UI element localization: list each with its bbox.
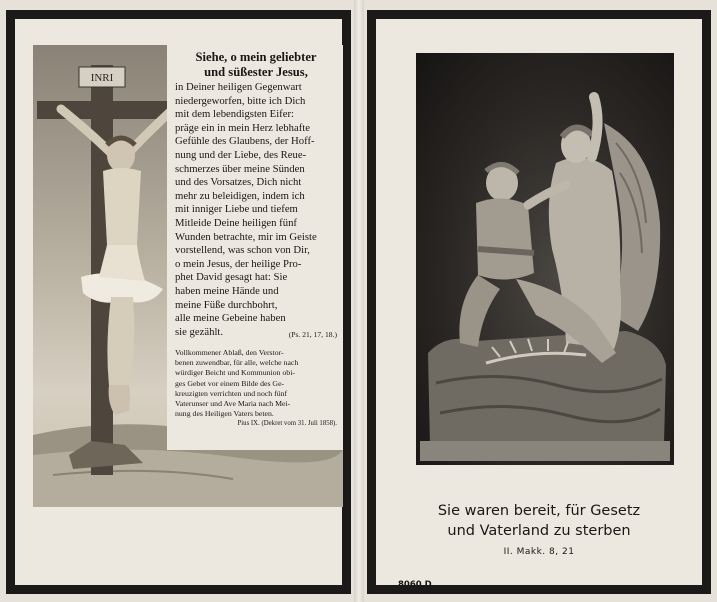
decree-citation: Pius IX. (Dekret vom 31. Juli 1858). bbox=[237, 419, 337, 427]
prayer-line: niedergeworfen, bitte ich Dich bbox=[175, 94, 306, 107]
prayer-title-line: und süßester Jesus, bbox=[204, 65, 308, 79]
prayer-line: sie gezählt. bbox=[175, 325, 224, 338]
angel-soldier-statue-photo bbox=[416, 53, 674, 465]
prayer-body bbox=[175, 81, 337, 339]
prayer-line: Wunden betrachte, mir im Geiste bbox=[175, 230, 317, 243]
prayer-line: alle meine Gebeine haben bbox=[175, 312, 286, 325]
indulgence-note bbox=[175, 348, 337, 419]
right-card bbox=[367, 10, 711, 594]
prayer-line: und des Vorsatzes, Dich nicht bbox=[175, 176, 302, 189]
print-code: 8060 D bbox=[398, 580, 432, 590]
indulgence-line: ges Gebet vor einem Bilde des Ge- bbox=[175, 378, 285, 388]
inri-sign: INRI bbox=[90, 72, 114, 84]
memorial-verse bbox=[376, 501, 702, 541]
prayer-line: o mein Jesus, der heilige Pro- bbox=[175, 257, 302, 270]
verse-line: und Vaterland zu sterben bbox=[447, 523, 631, 539]
verse-reference: II. Makk. 8, 21 bbox=[503, 547, 575, 557]
prayer-line: mit inniger Liebe und tiefem bbox=[175, 203, 298, 216]
prayer-line: in Deiner heiligen Gegenwart bbox=[175, 81, 302, 93]
prayer-line: präge ein in mein Herz lebhafte bbox=[175, 121, 311, 134]
indulgence-line: würdiger Beicht und Kommunion obi- bbox=[175, 368, 295, 378]
prayer-text-panel bbox=[167, 45, 343, 450]
prayer-line: mit dem lebendigsten Eifer: bbox=[175, 108, 295, 121]
indulgence-line: benen zuwendbar, für alle, welche nach bbox=[175, 358, 299, 368]
prayer-line: phet David gesagt hat: Sie bbox=[175, 271, 288, 284]
verse-line: Sie waren bereit, für Gesetz bbox=[437, 503, 641, 519]
card-fold bbox=[354, 0, 364, 602]
prayer-line: Gefühle des Glaubens, der Hoff- bbox=[175, 135, 315, 148]
prayer-line: Mitleide Deine heiligen fünf bbox=[175, 216, 297, 229]
prayer-line: haben meine Hände und bbox=[175, 284, 279, 297]
indulgence-line: Vollkommener Ablaß, den Verstor- bbox=[175, 348, 284, 358]
prayer-line: schmerzes über meine Sünden bbox=[175, 162, 305, 175]
statue-illustration bbox=[416, 53, 674, 465]
prayer-line: nung und der Liebe, des Reue- bbox=[175, 148, 307, 161]
prayer-title-line: Siehe, o mein geliebter bbox=[195, 50, 317, 64]
left-card bbox=[6, 10, 351, 594]
indulgence-line: nung des Heiligen Vaters beten. bbox=[175, 408, 274, 418]
psalm-reference: (Ps. 21, 17, 18.) bbox=[288, 330, 337, 340]
prayer-line: meine Füße durchbohrt, bbox=[175, 298, 278, 311]
prayer-line: mehr zu beleidigen, indem ich bbox=[175, 189, 305, 202]
indulgence-line: Vaterunser und Ave Maria nach Mei- bbox=[175, 398, 291, 408]
indulgence-line: kreuzigten verrichten und noch fünf bbox=[175, 388, 288, 398]
prayer-line: vorstellend, was schon von Dir, bbox=[175, 244, 310, 257]
prayer-title bbox=[175, 50, 337, 80]
